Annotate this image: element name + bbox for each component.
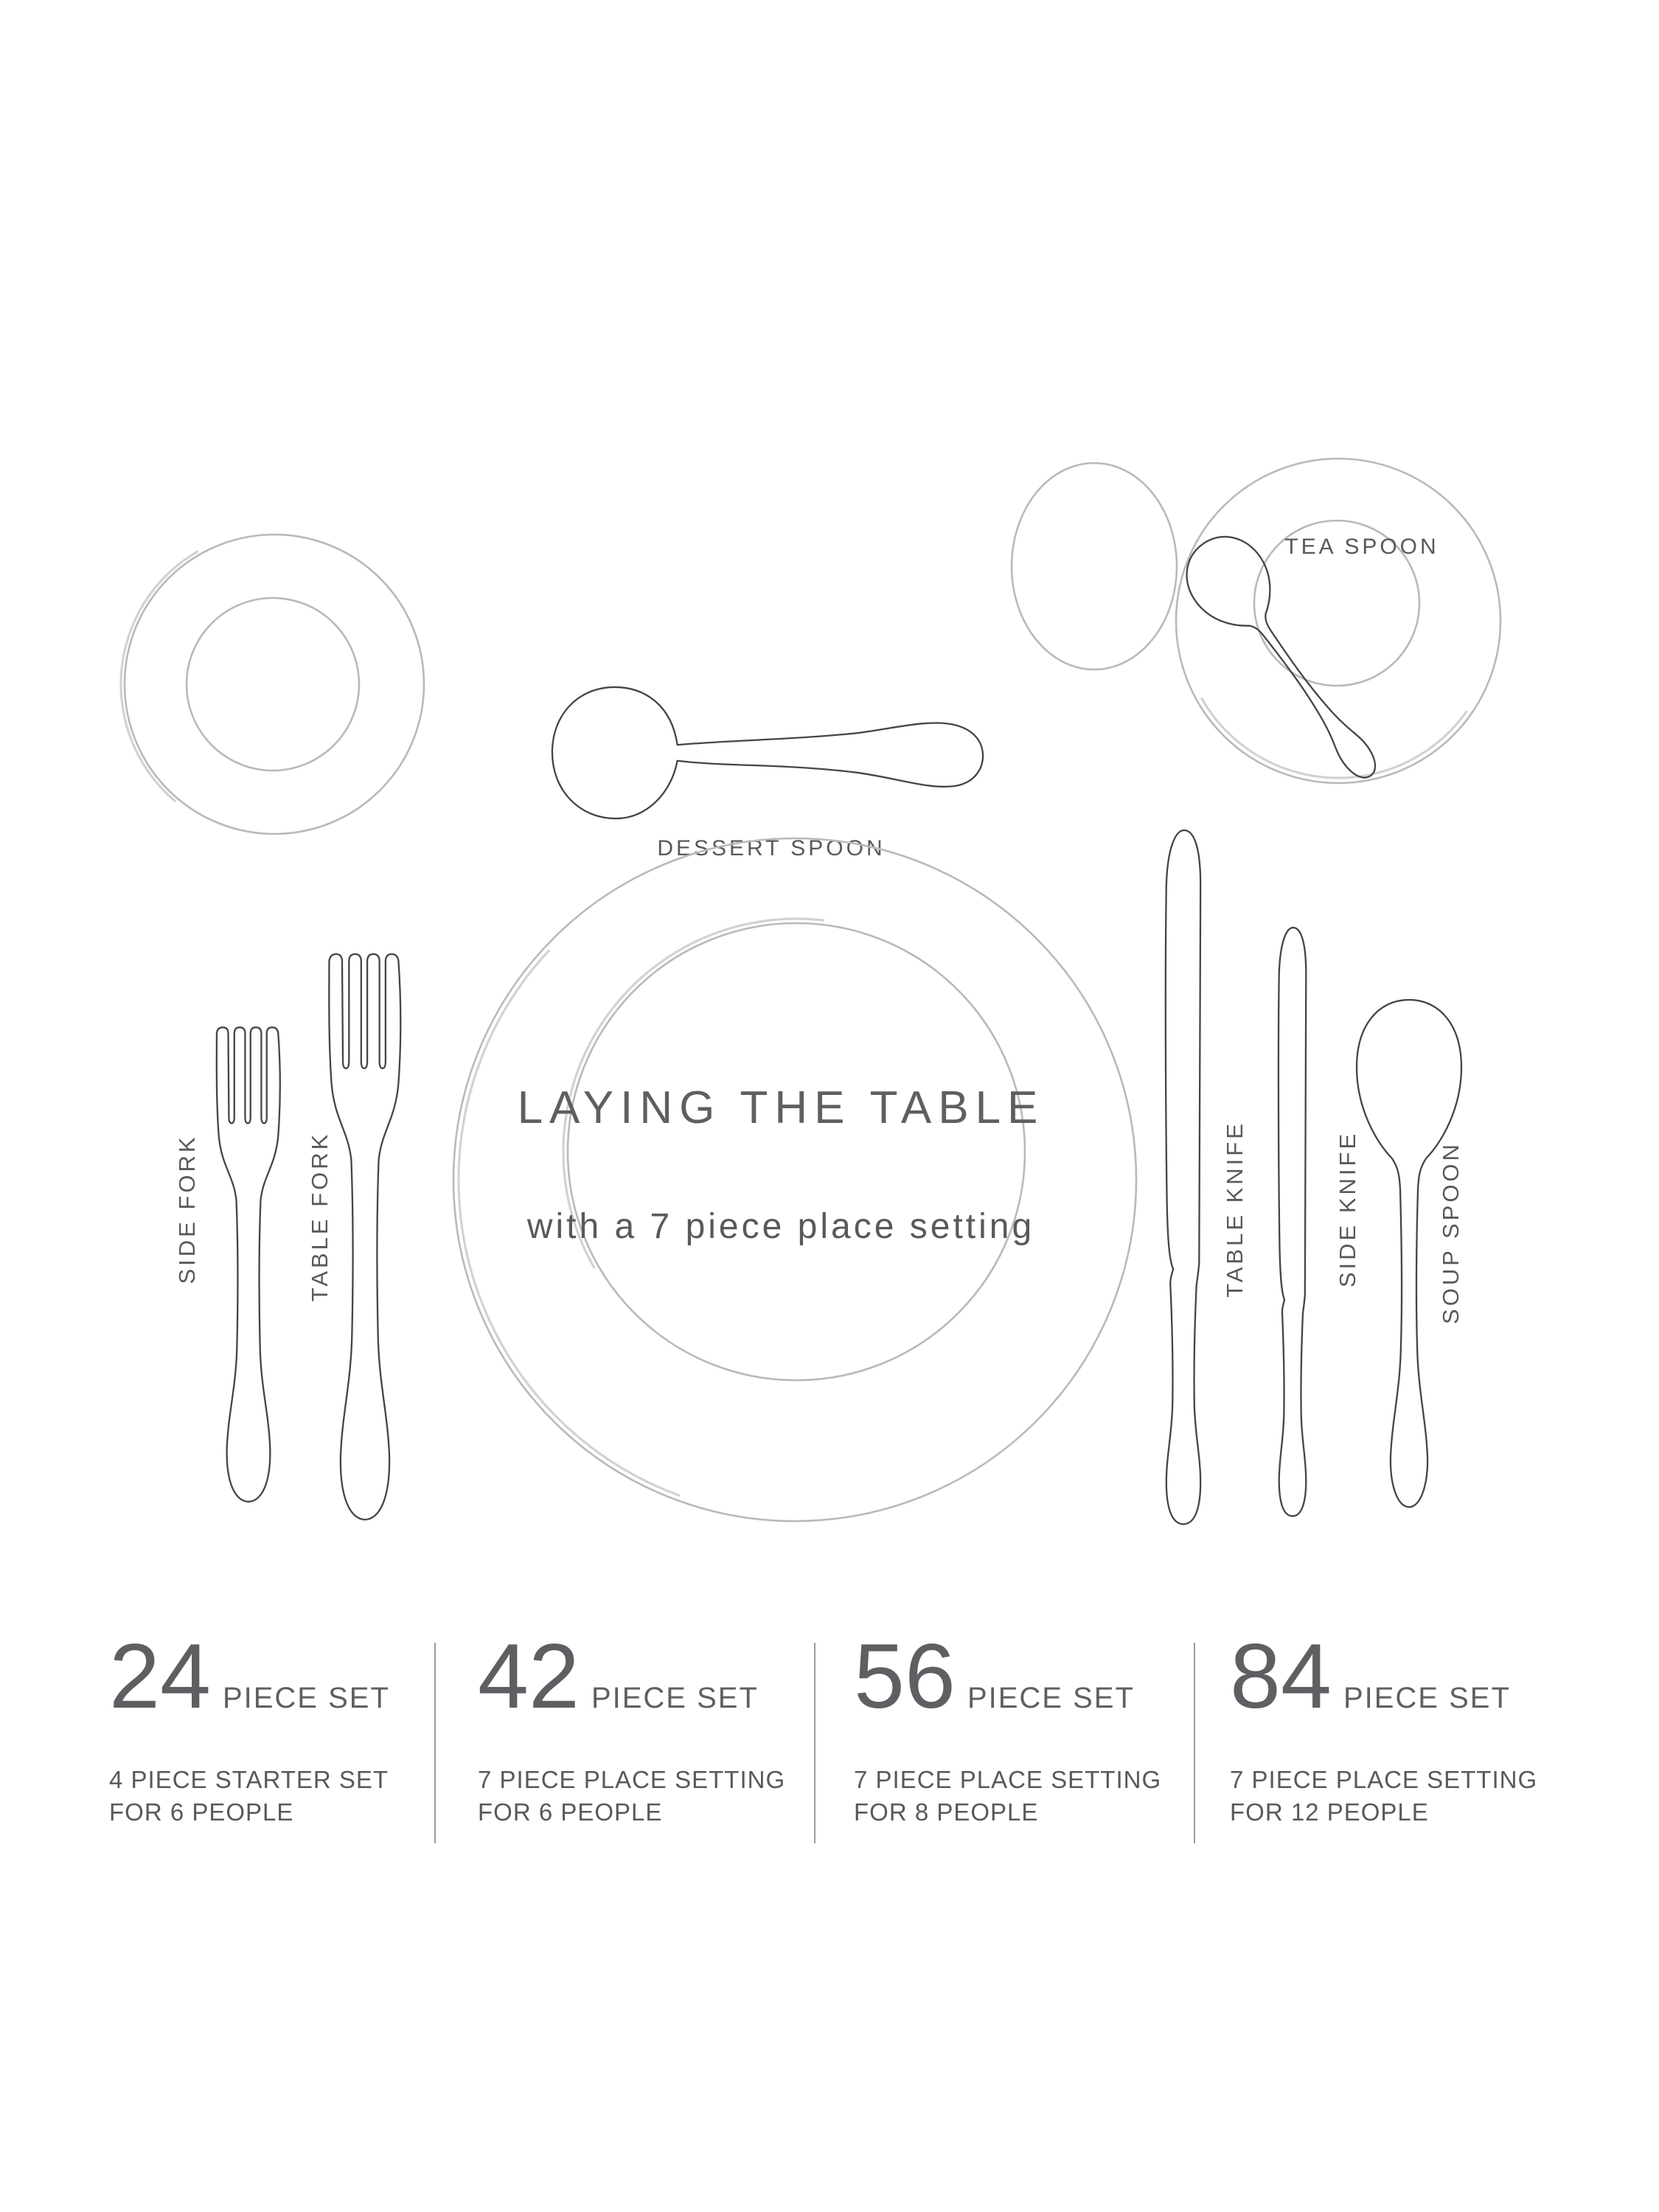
set-count: 24 <box>109 1626 211 1728</box>
set-option-84 <box>1230 1626 1569 1728</box>
set-desc-line: FOR 8 PEOPLE <box>854 1798 1039 1826</box>
set-description-84 <box>1230 1764 1584 1829</box>
dinner-plate-drawing <box>441 826 1149 1534</box>
set-desc-line: FOR 6 PEOPLE <box>109 1798 294 1826</box>
set-desc-line: FOR 6 PEOPLE <box>478 1798 663 1826</box>
set-count-label: PIECE SET <box>1343 1682 1511 1714</box>
dessert-spoon-label: DESSERT SPOON <box>657 836 886 860</box>
set-description-56 <box>854 1764 1208 1829</box>
table-fork-label: TABLE FORK <box>307 1131 333 1302</box>
side-plate-drawing <box>112 522 437 846</box>
set-description-24 <box>109 1764 463 1829</box>
dessert-spoon-drawing <box>549 684 986 821</box>
diagram-title: LAYING THE TABLE <box>517 1082 1045 1133</box>
side-knife-drawing <box>1270 924 1315 1521</box>
table-knife-label: TABLE KNIFE <box>1222 1121 1248 1298</box>
soup-spoon-label: SOUP SPOON <box>1438 1141 1464 1324</box>
set-desc-line: 7 PIECE PLACE SETTING <box>1230 1766 1538 1793</box>
glass-drawing <box>1006 459 1183 674</box>
set-desc-line: 7 PIECE PLACE SETTING <box>478 1766 786 1793</box>
set-desc-line: 4 PIECE STARTER SET <box>109 1766 389 1793</box>
side-fork-drawing <box>208 1025 289 1504</box>
set-count: 56 <box>854 1626 956 1728</box>
table-knife-drawing <box>1155 826 1211 1530</box>
set-count-label: PIECE SET <box>967 1682 1135 1714</box>
set-desc-line: 7 PIECE PLACE SETTING <box>854 1766 1162 1793</box>
set-description-42 <box>478 1764 832 1829</box>
set-option-24 <box>109 1626 448 1728</box>
set-count-label: PIECE SET <box>222 1682 390 1714</box>
set-option-42 <box>478 1626 817 1728</box>
diagram-subtitle: with a 7 piece place setting <box>526 1207 1035 1246</box>
table-fork-drawing <box>319 951 411 1523</box>
set-option-56 <box>854 1626 1193 1728</box>
side-fork-label: SIDE FORK <box>174 1134 200 1284</box>
set-count: 42 <box>478 1626 580 1728</box>
tea-spoon-label: TEA SPOON <box>1284 535 1439 559</box>
side-knife-label: SIDE KNIFE <box>1335 1130 1360 1288</box>
set-count-label: PIECE SET <box>591 1682 759 1714</box>
set-desc-line: FOR 12 PEOPLE <box>1230 1798 1429 1826</box>
set-count: 84 <box>1230 1626 1332 1728</box>
